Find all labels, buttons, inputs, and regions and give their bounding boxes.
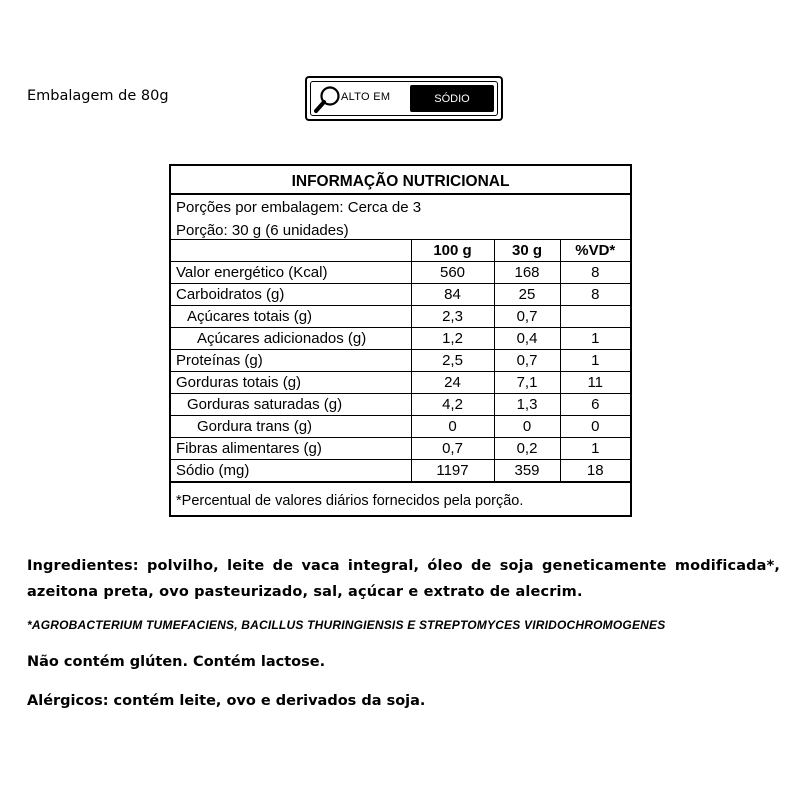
value-30g: 0,4	[494, 328, 560, 350]
table-row	[171, 262, 630, 284]
value-100g: 0	[411, 416, 494, 438]
nutrient-name: Valor energético (Kcal)	[171, 262, 411, 284]
seal-sodio: SÓDIO	[410, 85, 494, 112]
value-100g: 560	[411, 262, 494, 284]
value-30g: 0,2	[494, 438, 560, 460]
nutrient-name: Gorduras totais (g)	[171, 372, 411, 394]
header-row	[171, 240, 630, 262]
table-row	[171, 328, 630, 350]
value-30g: 1,3	[494, 394, 560, 416]
table-row	[171, 306, 630, 328]
nutrient-name: Gordura trans (g)	[171, 416, 411, 438]
header-100g: 100 g	[411, 240, 494, 262]
header-vd: %VD*	[560, 240, 630, 262]
nutrient-name: Açúcares totais (g)	[171, 306, 411, 328]
nutrient-name: Fibras alimentares (g)	[171, 438, 411, 460]
value-vd: 8	[560, 262, 630, 284]
header-30g: 30 g	[494, 240, 560, 262]
table-row	[171, 438, 630, 460]
value-vd: 8	[560, 284, 630, 306]
nutrient-name: Gorduras saturadas (g)	[171, 394, 411, 416]
value-100g: 24	[411, 372, 494, 394]
value-vd: 1	[560, 328, 630, 350]
magnifier-icon	[313, 84, 343, 114]
ingredients: Ingredientes: polvilho, leite de vaca integral, óleo de soja geneticamente modificada*, azeitona preta, ovo pasteurizado, sal, açúcar e extrato de alecrim.	[27, 558, 780, 600]
high-sodium-seal	[305, 76, 503, 121]
nutrient-name: Açúcares adicionados (g)	[171, 328, 411, 350]
value-30g: 25	[494, 284, 560, 306]
nutrient-name: Carboidratos (g)	[171, 284, 411, 306]
value-30g: 7,1	[494, 372, 560, 394]
value-30g: 168	[494, 262, 560, 284]
allergens-statement: Alérgicos: contém leite, ovo e derivados da soja.	[27, 693, 426, 709]
value-vd: 1	[560, 350, 630, 372]
value-vd: 1	[560, 438, 630, 460]
value-30g: 359	[494, 460, 560, 482]
value-30g: 0,7	[494, 306, 560, 328]
table-row	[171, 372, 630, 394]
value-100g: 2,3	[411, 306, 494, 328]
nutrient-grid	[171, 239, 630, 482]
nutrition-title: INFORMAÇÃO NUTRICIONAL	[171, 166, 630, 195]
nutrient-name: Proteínas (g)	[171, 350, 411, 372]
value-vd: 0	[560, 416, 630, 438]
table-row	[171, 394, 630, 416]
value-100g: 1,2	[411, 328, 494, 350]
servings-per-package: Porções por embalagem: Cerca de 3	[176, 199, 422, 216]
value-100g: 2,5	[411, 350, 494, 372]
value-100g: 84	[411, 284, 494, 306]
seal-alto-em: ALTO EM	[341, 91, 391, 103]
value-100g: 4,2	[411, 394, 494, 416]
table-row	[171, 416, 630, 438]
value-vd	[560, 306, 630, 328]
nutrition-table	[169, 164, 632, 517]
value-30g: 0,7	[494, 350, 560, 372]
gluten-statement: Não contém glúten. Contém lactose.	[27, 654, 326, 670]
footnote: *Percentual de valores diários fornecidos pela porção.	[171, 482, 630, 515]
package-size: Embalagem de 80g	[27, 88, 169, 104]
value-vd: 11	[560, 372, 630, 394]
gmo-note: *AGROBACTERIUM TUMEFACIENS, BACILLUS THURINGIENSIS E STREPTOMYCES VIRIDOCHROMOGENES	[27, 618, 666, 632]
value-30g: 0	[494, 416, 560, 438]
table-row	[171, 350, 630, 372]
table-row	[171, 284, 630, 306]
nutrient-name: Sódio (mg)	[171, 460, 411, 482]
header-empty	[171, 240, 411, 262]
value-100g: 1197	[411, 460, 494, 482]
value-vd: 18	[560, 460, 630, 482]
value-100g: 0,7	[411, 438, 494, 460]
table-row	[171, 460, 630, 482]
serving-size: Porção: 30 g (6 unidades)	[176, 222, 349, 239]
value-vd: 6	[560, 394, 630, 416]
